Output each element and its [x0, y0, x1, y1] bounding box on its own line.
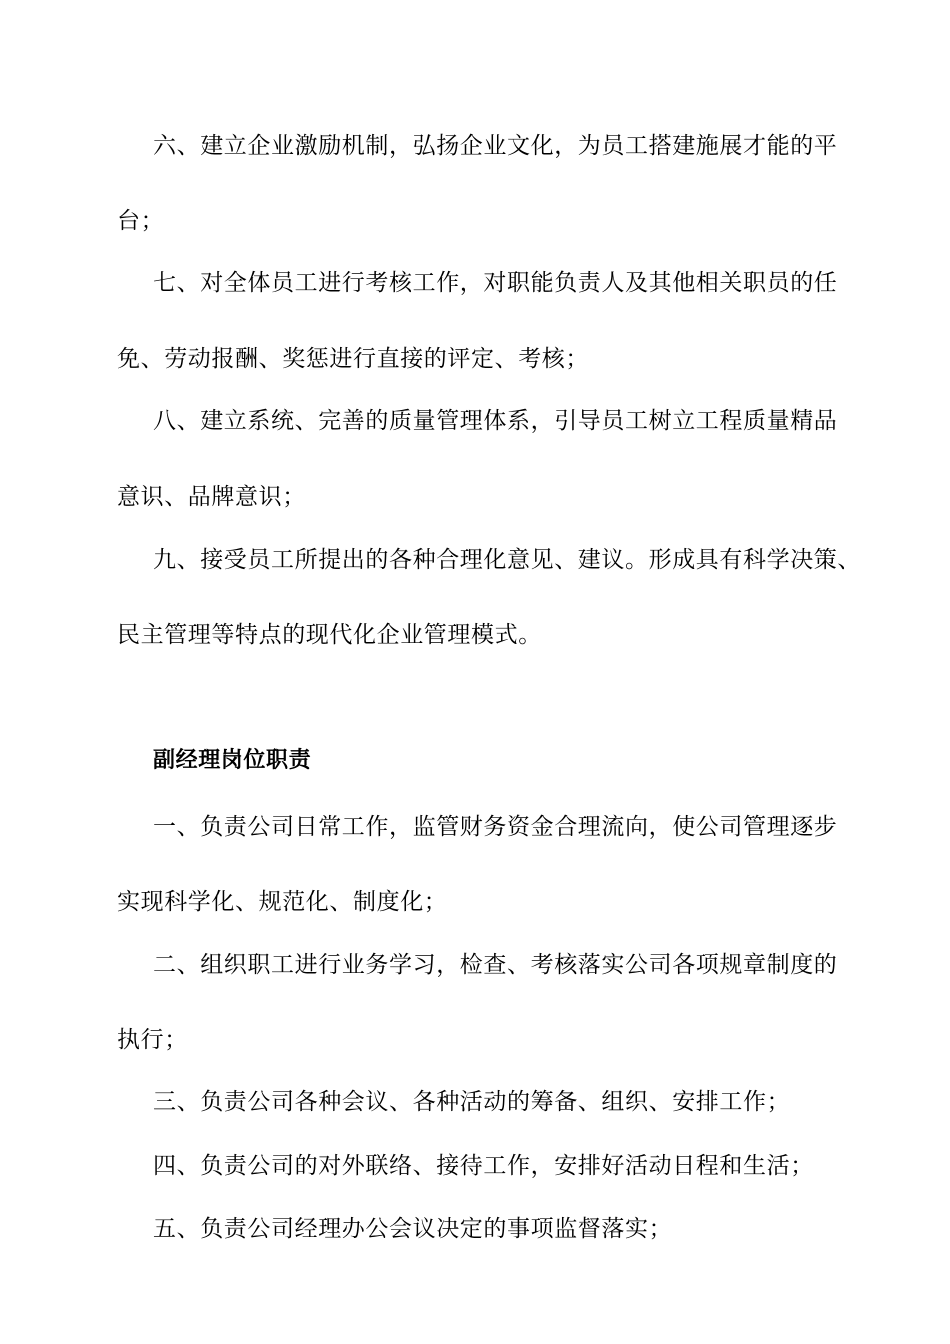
paragraph-line: 二、组织职工进行业务学习，检查、考核落实公司各项规章制度的: [153, 952, 838, 978]
paragraph-line: 六、建立企业激励机制，弘扬企业文化，为员工搭建施展才能的平: [153, 133, 838, 159]
paragraph-line: 一、负责公司日常工作，监管财务资金合理流向，使公司管理逐步: [153, 814, 838, 840]
paragraph-line: 免、劳动报酬、奖惩进行直接的评定、考核；: [117, 346, 589, 372]
paragraph-line: 五、负责公司经理办公会议决定的事项监督落实；: [153, 1216, 673, 1242]
paragraph-line: 意识、品牌意识；: [117, 484, 306, 510]
paragraph-line: 民主管理等特点的现代化企业管理模式。: [117, 622, 542, 648]
paragraph-line: 八、建立系统、完善的质量管理体系，引导员工树立工程质量精品: [153, 408, 838, 434]
paragraph-line: 台；: [117, 208, 165, 234]
paragraph-line: 四、负责公司的对外联络、接待工作，安排好活动日程和生活；: [153, 1153, 814, 1179]
paragraph-line: 三、负责公司各种会议、各种活动的筹备、组织、安排工作；: [153, 1089, 791, 1115]
paragraph-line: 实现科学化、规范化、制度化；: [117, 889, 448, 915]
paragraph-line: 九、接受员工所提出的各种合理化意见、建议。形成具有科学决策、: [153, 547, 861, 573]
paragraph-line: 七、对全体员工进行考核工作，对职能负责人及其他相关职员的任: [153, 270, 838, 296]
paragraph-line: 执行；: [117, 1027, 188, 1053]
section-heading: 副经理岗位职责: [153, 748, 312, 773]
